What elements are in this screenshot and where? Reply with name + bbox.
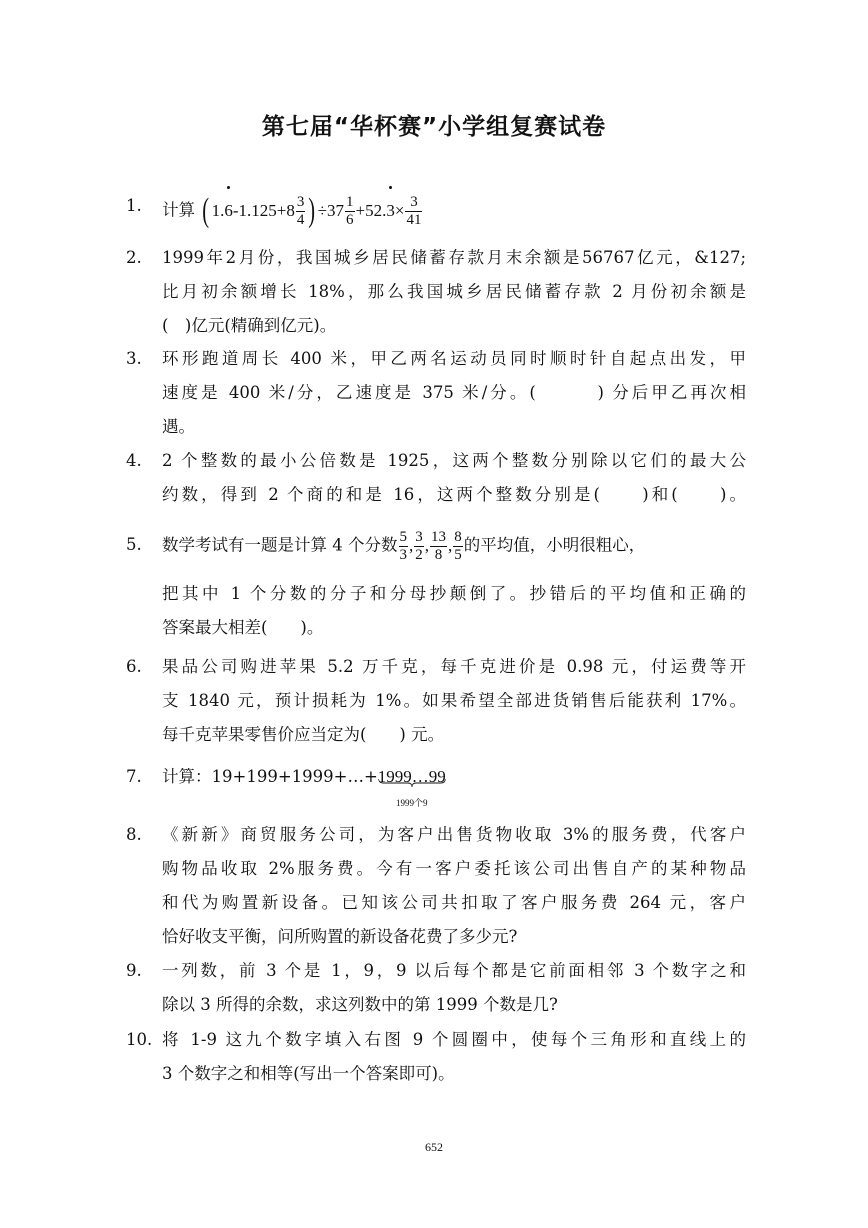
- q1-math: [200, 192, 423, 230]
- page-title: 第七届“华杯赛”小学组复赛试卷: [261, 114, 607, 140]
- question-line: [162, 523, 746, 567]
- denominator: 6: [346, 211, 354, 228]
- numerator: 3: [405, 195, 422, 212]
- question-1: [126, 188, 746, 232]
- question-line: 将 1-9 这九个数字填入右图 9 个圆圈中，使每个三角形和直线上的: [162, 1030, 746, 1049]
- question-line: 《新新》商贸服务公司，为客户出售货物收取 3%的服务费，代客户: [162, 825, 746, 844]
- question-line: 和代为购置新设备。已知该公司共扣取了客户服务费 264 元，客户: [162, 893, 746, 912]
- numerator: 8: [454, 528, 462, 545]
- fraction: [296, 195, 306, 228]
- question-number: 2.: [126, 248, 142, 267]
- denominator: 4: [296, 211, 305, 228]
- question-line: 一列数，前 3 个是 1，9，9 以后每个都是它前面相邻 3 个数字之和: [162, 961, 746, 980]
- question-1-expression: [162, 188, 746, 233]
- fraction: [345, 195, 355, 228]
- fraction: [405, 195, 422, 228]
- question-line: 约数，得到 2 个商的和是 16，这两个整数分别是( )和( )。: [162, 485, 746, 504]
- q1-term-a: 1.: [211, 201, 225, 221]
- page-number: 652: [425, 1140, 443, 1154]
- question-number: 7.: [126, 767, 142, 786]
- brace-top: 1999…99: [377, 767, 446, 786]
- q1-prefix: 计算: [162, 200, 195, 220]
- q7-prefix: 计算：19+199+1999+…+: [162, 767, 378, 786]
- numerator: 3: [415, 528, 423, 545]
- question-7: [126, 760, 746, 810]
- q5-text-b: 的平均值，小明很粗心，: [463, 535, 646, 555]
- question-line: 购物品收取 2%服务费。今有一客户委托该公司出售自产的某种物品: [162, 859, 746, 878]
- question-number: 10.: [126, 1030, 153, 1049]
- question-line: 果品公司购进苹果 5.2 万千克，每千克进价是 0.98 元，付运费等开: [162, 657, 746, 676]
- denominator: 2: [415, 546, 423, 563]
- question-line: 1999年2月份，我国城乡居民储蓄存款月末余额是56767亿元，&127;: [162, 248, 746, 267]
- q1-term-e: +52.: [355, 201, 387, 221]
- fraction: [399, 530, 409, 563]
- numerator: 13: [431, 528, 446, 545]
- question-line: [162, 760, 746, 808]
- question-line: 答案最大相差( )。: [162, 618, 324, 637]
- underbrace-term: [377, 760, 446, 808]
- denominator: 5: [454, 546, 462, 563]
- question-line: 每千克苹果零售价应当定为( ) 元。: [162, 725, 445, 744]
- question-number: 4.: [126, 451, 142, 470]
- question-number: 9.: [126, 961, 142, 980]
- left-paren: (: [202, 192, 210, 230]
- question-line: 比月初余额增长 18%，那么我国城乡居民储蓄存款 2 月份初余额是: [162, 282, 746, 301]
- question-line: 把其中 1 个分数的分子和分母抄颠倒了。抄错后的平均值和正确的: [162, 584, 746, 603]
- question-line: 恰好收支平衡，问所购置的新设备花费了多少元?: [162, 927, 518, 946]
- question-line: 速度是 400 米/分，乙速度是 375 米/分。( ) 分后甲乙再次相: [162, 383, 746, 402]
- question-number: 6.: [126, 657, 142, 676]
- repeating-digit: 6: [224, 189, 233, 233]
- question-line: 遇。: [162, 417, 195, 436]
- q5-text-a: 数学考试有一题是计算 4 个分数: [162, 535, 398, 555]
- fraction-list: $\frac{5}{3}$ , $\frac{3}{2}$ , $\frac{13}{8}$ , $\frac{8}{5}$: [399, 528, 462, 563]
- denominator: 3: [399, 546, 407, 563]
- question-line: ( )亿元(精确到亿元)。: [162, 316, 337, 335]
- question-number: 1.: [126, 196, 142, 215]
- right-paren: ): [308, 192, 316, 230]
- fraction: [453, 530, 463, 563]
- question-line: 2 个整数的最小公倍数是 1925，这两个整数分别除以它们的最大公: [162, 451, 746, 470]
- question-line: 3 个数字之和相等(写出一个答案即可)。: [162, 1064, 455, 1083]
- question-number: 3.: [126, 349, 142, 368]
- question-number: 5.: [126, 535, 142, 554]
- question-line: 除以 3 所得的余数，求这列数中的第 1999 个数是几?: [162, 995, 558, 1014]
- denominator: 41: [406, 211, 422, 228]
- fraction: [414, 530, 424, 563]
- fraction: [430, 530, 447, 563]
- q1-term-c: ÷37: [317, 201, 344, 221]
- question-line: 支 1840 元，预计损耗为 1%。如果希望全部进货销售后能获利 17%。: [162, 691, 746, 710]
- numerator: 5: [399, 528, 407, 545]
- numerator: 3: [296, 193, 305, 210]
- question-number: 8.: [126, 825, 142, 844]
- numerator: 1: [346, 193, 354, 210]
- question-line: 环形跑道周长 400 米，甲乙两名运动员同时顺时针自起点出发，甲: [162, 349, 746, 368]
- q1-term-b: -1.125+8: [232, 201, 295, 221]
- times-sign: ×: [394, 201, 405, 221]
- denominator: 8: [434, 546, 443, 563]
- repeating-digit: 3: [386, 189, 395, 233]
- brace-label: 1999个9: [396, 798, 428, 808]
